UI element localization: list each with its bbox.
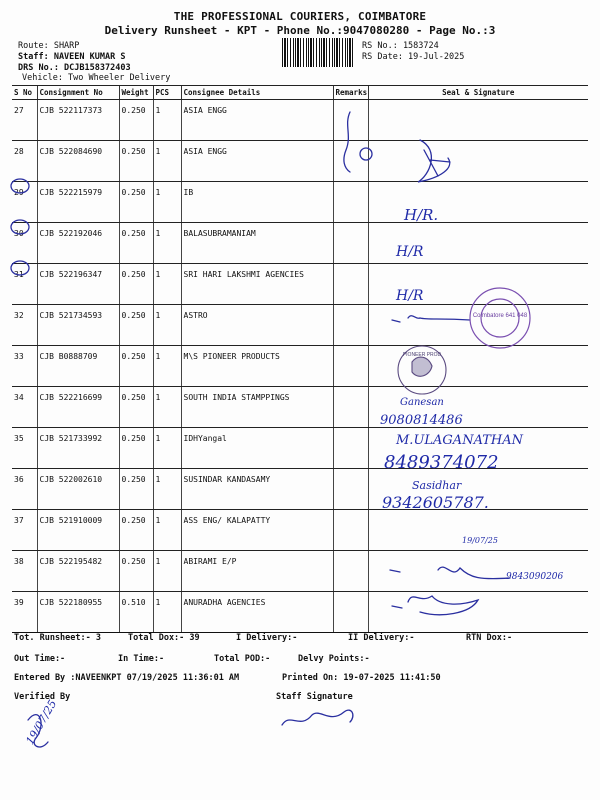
row-pcs: 1	[153, 469, 181, 510]
company-title: THE PROFESSIONAL COURIERS, COIMBATORE	[173, 10, 427, 23]
in-time: In Time:-	[118, 654, 165, 664]
table-row	[12, 469, 588, 510]
row-consignment: CJB 522216699	[37, 387, 119, 428]
row-remarks	[333, 469, 368, 510]
table-row	[12, 100, 588, 141]
table-row	[12, 510, 588, 551]
table-row	[12, 592, 588, 633]
row-remarks	[333, 346, 368, 387]
row-sno: 29	[12, 182, 37, 223]
row-signature	[368, 387, 588, 428]
ii-delivery: II Delivery:-	[348, 633, 415, 643]
table-row	[12, 182, 588, 223]
row-consignment: CJB B0888709	[37, 346, 119, 387]
row-weight: 0.250	[119, 346, 153, 387]
row-consignee: ASIA ENGG	[181, 141, 333, 182]
row-weight: 0.250	[119, 223, 153, 264]
row-consignment: CJB 521910009	[37, 510, 119, 551]
row-consignee: BALASUBRAMANIAM	[181, 223, 333, 264]
rtn-dox: RTN Dox:-	[466, 633, 513, 643]
row-consignment: CJB 522195482	[37, 551, 119, 592]
row-pcs: 1	[153, 428, 181, 469]
table-row	[12, 551, 588, 592]
row-signature	[368, 141, 588, 182]
row-sno: 33	[12, 346, 37, 387]
row-consignment: CJB 522196347	[37, 264, 119, 305]
hand-name: Sasidhar	[412, 479, 462, 492]
route-label: Route: SHARP	[18, 41, 80, 51]
row-weight: 0.250	[119, 428, 153, 469]
row-remarks	[333, 551, 368, 592]
row-pcs: 1	[153, 100, 181, 141]
col-remarks: Remarks	[333, 86, 368, 100]
row-consignment: CJB 521733992	[37, 428, 119, 469]
entered-by: Entered By :NAVEENKPT 07/19/2025 11:36:01 AM	[14, 673, 240, 683]
row-signature	[368, 510, 588, 551]
row-consignment: CJB 522215979	[37, 182, 119, 223]
drs-label: DRS No.: DCJB158372403	[18, 63, 131, 73]
printed-on: Printed On: 19-07-2025 11:41:50	[282, 673, 441, 683]
hand-phone: 9342605787.	[382, 493, 489, 512]
row-weight: 0.250	[119, 510, 153, 551]
row-pcs: 1	[153, 182, 181, 223]
col-consignment: Consignment No	[37, 86, 119, 100]
col-weight: Weight	[119, 86, 153, 100]
rs-number: RS No.: 1583724	[362, 41, 439, 51]
rs-date: RS Date: 19-Jul-2025	[362, 52, 465, 62]
row-pcs: 1	[153, 305, 181, 346]
row-signature	[368, 223, 588, 264]
runsheet-table	[12, 85, 588, 633]
pioneer-seal-text: PIONEER PROD	[402, 352, 442, 358]
row-sno: 30	[12, 223, 37, 264]
table-row	[12, 264, 588, 305]
row-weight: 0.250	[119, 182, 153, 223]
row-consignee: ASS ENG/ KALAPATTY	[181, 510, 333, 551]
row-pcs: 1	[153, 264, 181, 305]
col-signature: Seal & Signature	[368, 86, 588, 100]
delvy-points: Delvy Points:-	[298, 654, 370, 664]
hand-hr: H/R	[396, 244, 424, 260]
hand-phone: 8489374072	[384, 452, 499, 473]
total-pod: Total POD:-	[214, 654, 271, 664]
col-sno: S No	[12, 86, 37, 100]
hand-name: M.ULAGANATHAN	[396, 433, 524, 448]
row-remarks	[333, 387, 368, 428]
row-signature	[368, 551, 588, 592]
row-sno: 32	[12, 305, 37, 346]
out-time: Out Time:-	[14, 654, 66, 664]
total-dox: Total Dox:- 39	[128, 633, 200, 643]
row-signature	[368, 346, 588, 387]
row-remarks	[333, 100, 368, 141]
row-weight: 0.250	[119, 305, 153, 346]
staff-signature-mark	[282, 710, 353, 725]
row-sno: 37	[12, 510, 37, 551]
row-consignment: CJB 522117373	[37, 100, 119, 141]
row-weight: 0.250	[119, 551, 153, 592]
row-sno: 38	[12, 551, 37, 592]
hand-phone: 9080814486	[380, 413, 463, 428]
row-consignment: CJB 522002610	[37, 469, 119, 510]
tot-runsheet: Tot. Runsheet:- 3	[14, 633, 101, 643]
hand-date: 19/07/25	[23, 697, 60, 747]
staff-signature-label: Staff Signature	[276, 692, 353, 702]
row-remarks	[333, 510, 368, 551]
table-row	[12, 223, 588, 264]
row-signature	[368, 264, 588, 305]
row-signature	[368, 469, 588, 510]
row-sno: 27	[12, 100, 37, 141]
row-pcs: 1	[153, 551, 181, 592]
table-row	[12, 305, 588, 346]
row-remarks	[333, 592, 368, 633]
row-signature	[368, 100, 588, 141]
hand-hr: H/R.	[404, 206, 439, 224]
row-pcs: 1	[153, 592, 181, 633]
row-signature	[368, 182, 588, 223]
row-pcs: 1	[153, 346, 181, 387]
row-consignee: SUSINDAR KANDASAMY	[181, 469, 333, 510]
staff-label: Staff: NAVEEN KUMAR S	[18, 52, 126, 62]
row-consignee: SRI HARI LAKSHMI AGENCIES	[181, 264, 333, 305]
row-sno: 35	[12, 428, 37, 469]
hand-hr: H/R	[396, 288, 424, 304]
table-row	[12, 346, 588, 387]
col-consignee: Consignee Details	[181, 86, 333, 100]
runsheet-subtitle: Delivery Runsheet - KPT - Phone No.:9047080280 - Page No.:3	[104, 24, 496, 37]
row-consignee: IDHYangal	[181, 428, 333, 469]
row-weight: 0.250	[119, 141, 153, 182]
row-sno: 31	[12, 264, 37, 305]
row-consignee: M\S PIONEER PRODUCTS	[181, 346, 333, 387]
i-delivery: I Delivery:-	[236, 633, 298, 643]
seal-text: Coimbatore 641 048	[472, 313, 528, 319]
row-pcs: 1	[153, 387, 181, 428]
row-weight: 0.510	[119, 592, 153, 633]
row-sno: 34	[12, 387, 37, 428]
row-remarks	[333, 141, 368, 182]
row-remarks	[333, 305, 368, 346]
table-row	[12, 141, 588, 182]
hand-name: Ganesan	[400, 397, 444, 408]
table-row	[12, 387, 588, 428]
row-signature	[368, 305, 588, 346]
row-pcs: 1	[153, 223, 181, 264]
row-sno: 39	[12, 592, 37, 633]
row-consignment: CJB 522180955	[37, 592, 119, 633]
row-pcs: 1	[153, 141, 181, 182]
row-consignee: ABIRAMI E/P	[181, 551, 333, 592]
row-sno: 36	[12, 469, 37, 510]
row-remarks	[333, 182, 368, 223]
table-row	[12, 428, 588, 469]
row-consignment: CJB 522084690	[37, 141, 119, 182]
row-consignee: ASTRO	[181, 305, 333, 346]
row-consignment: CJB 521734593	[37, 305, 119, 346]
row-remarks	[333, 223, 368, 264]
row-weight: 0.250	[119, 387, 153, 428]
row-remarks	[333, 264, 368, 305]
verified-scribble	[28, 715, 48, 747]
row-signature	[368, 592, 588, 633]
barcode	[282, 38, 354, 67]
row-consignment: CJB 522192046	[37, 223, 119, 264]
hand-phone: 9843090206	[506, 572, 564, 582]
row-weight: 0.250	[119, 264, 153, 305]
row-sno: 28	[12, 141, 37, 182]
row-remarks	[333, 428, 368, 469]
row-pcs: 1	[153, 510, 181, 551]
row-weight: 0.250	[119, 100, 153, 141]
row-weight: 0.250	[119, 469, 153, 510]
verified-by: Verified By	[14, 692, 71, 702]
row-consignee: SOUTH INDIA STAMPPINGS	[181, 387, 333, 428]
col-pcs: PCS	[153, 86, 181, 100]
row-consignee: IB	[181, 182, 333, 223]
row-consignee: ANURADHA AGENCIES	[181, 592, 333, 633]
row-signature	[368, 428, 588, 469]
row-consignee: ASIA ENGG	[181, 100, 333, 141]
table-header-row	[12, 86, 588, 100]
vehicle-label: Vehicle: Two Wheeler Delivery	[22, 73, 171, 83]
hand-date: 19/07/25	[462, 536, 498, 545]
